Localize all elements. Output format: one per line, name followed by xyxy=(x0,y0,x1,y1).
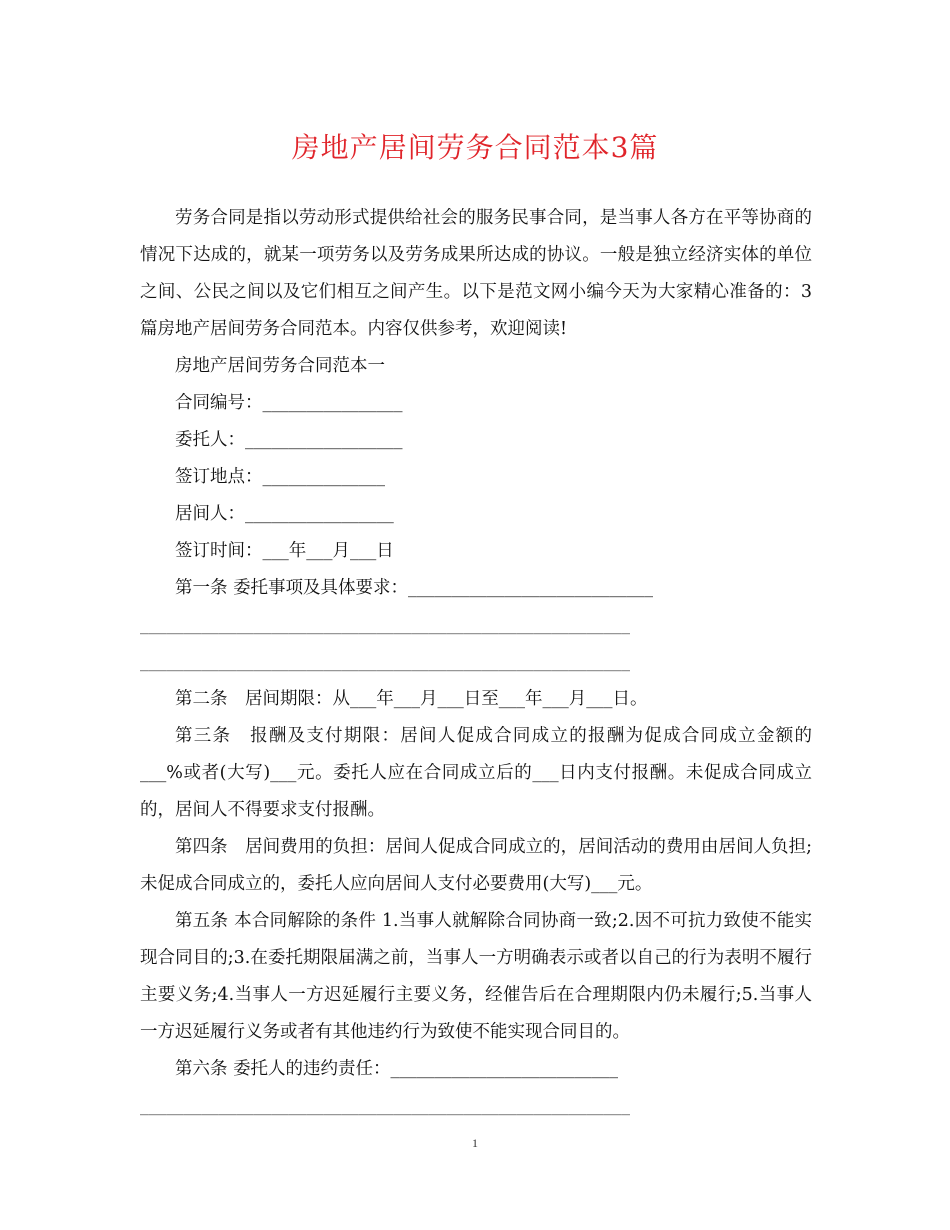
section-heading: 房地产居间劳务合同范本一 xyxy=(175,356,385,376)
article-3: 第三条 报酬及支付期限：居间人促成合同成立的报酬为促成合同成立金额的___%或者(大写)___元。委托人应在合同成立后的___日内支付报酬。未促成合同成立的，居间人不得要求支付报酬。 xyxy=(140,726,812,820)
article-1: 第一条 委托事项及具体要求：____________________________ xyxy=(175,578,654,598)
intermediary-field: 居间人：_________________ xyxy=(175,504,394,524)
principal-field: 委托人：__________________ xyxy=(175,430,403,450)
article-4: 第四条 居间费用的负担：居间人促成合同成立的，居间活动的费用由居间人负担;未促成合同成立的，委托人应向居间人支付必要费用(大写)___元。 xyxy=(140,837,812,894)
contract-number-field: 合同编号：________________ xyxy=(175,393,403,413)
blank-line: ________________________________________________________ xyxy=(140,652,630,672)
intro-paragraph: 劳务合同是指以劳动形式提供给社会的服务民事合同，是当事人各方在平等协商的情况下达成的，就某一项劳务以及劳务成果所达成的协议。一般是独立经济实体的单位之间、公民之间以及它们相互之间产生。以下是范文网小编今天为大家精心准备的：3篇房地产居间劳务合同范本。内容仅供参考，欢迎阅读! xyxy=(140,208,812,339)
document-title: 房地产居间劳务合同范本3篇 xyxy=(291,131,659,164)
blank-line: ________________________________________________________ xyxy=(140,1096,630,1116)
document-body xyxy=(140,200,812,1125)
sign-place-field: 签订地点：______________ xyxy=(175,467,385,487)
article-6: 第六条 委托人的违约责任：__________________________ xyxy=(175,1059,619,1079)
article-5: 第五条 本合同解除的条件 1.当事人就解除合同协商一致;2.因不可抗力致使不能实现合同目的;3.在委托期限届满之前，当事人一方明确表示或者以自己的行为表明不履行主要义务;4.当事人一方迟延履行主要义务，经催告后在合理期限内仍未履行;5.当事人一方迟延履行义务或者有其他违约行为致使不能实现合同目的。 xyxy=(140,911,812,1042)
sign-time-field: 签订时间：___年___月___日 xyxy=(175,541,394,561)
blank-line: ________________________________________________________ xyxy=(140,615,630,635)
page-number: 1 xyxy=(472,1136,478,1150)
article-2: 第二条 居间期限：从___年___月___日至___年___月___日。 xyxy=(175,689,648,709)
